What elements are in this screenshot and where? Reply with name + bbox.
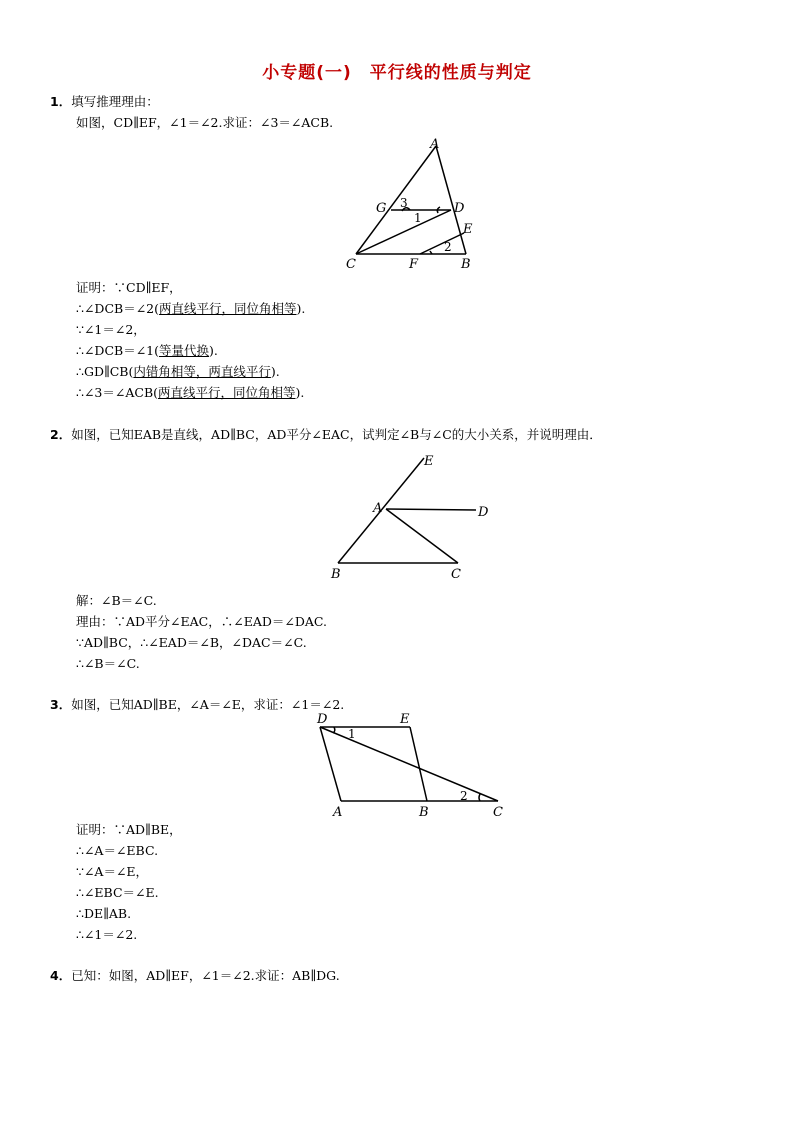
q3-proof-line: ∴∠1＝∠2. bbox=[76, 927, 138, 942]
page-title: 小专题(一) 平行线的性质与判定 bbox=[262, 63, 532, 83]
q2-label-E: E bbox=[424, 454, 434, 469]
q3-figure bbox=[310, 710, 510, 822]
q1-proof-line: ∴∠3＝∠ACB(两直线平行，同位角相等). bbox=[76, 385, 305, 400]
q1-angle-3: 3 bbox=[400, 196, 408, 210]
q3-number: 3． bbox=[50, 697, 72, 712]
q2-label-B: B bbox=[331, 567, 341, 582]
q1-label-F: F bbox=[409, 257, 419, 272]
q1-answer: 等量代换 bbox=[159, 343, 210, 358]
q1-label-E: E bbox=[463, 222, 473, 237]
q2-header bbox=[50, 427, 602, 443]
q3-angle-1: 1 bbox=[348, 727, 356, 741]
q4-number: 4． bbox=[50, 968, 72, 983]
q3-label-D: D bbox=[317, 712, 328, 727]
q3-label-B: B bbox=[419, 805, 429, 820]
q1-prompt: 填写推理理由： bbox=[71, 94, 159, 109]
q4-header bbox=[50, 968, 340, 984]
q1-header bbox=[50, 94, 159, 110]
q2-label-A: A bbox=[373, 501, 383, 516]
q3-label-A: A bbox=[333, 805, 343, 820]
q1-label-G: G bbox=[376, 201, 387, 216]
q1-angle-2: 2 bbox=[444, 240, 452, 254]
q3-proof-line: ∵∠A＝∠E， bbox=[76, 864, 149, 879]
q2-solution-line: ∵AD∥BC，∴∠EAD＝∠B，∠DAC＝∠C. bbox=[76, 635, 307, 650]
q1-given: 如图，CD∥EF，∠1＝∠2.求证：∠3＝∠ACB. bbox=[76, 115, 334, 130]
q2-solution-line: ∴∠B＝∠C. bbox=[76, 656, 140, 671]
q3-proof-line: ∴DE∥AB. bbox=[76, 906, 132, 921]
q1-proof-line: ∵∠1＝∠2， bbox=[76, 322, 146, 337]
q1-proof-line: 证明：∵CD∥EF， bbox=[76, 280, 182, 295]
q2-figure bbox=[320, 445, 500, 585]
q2-number: 2． bbox=[50, 427, 72, 442]
q2-solution-line: 解：∠B＝∠C. bbox=[76, 593, 157, 608]
q1-angle-1: 1 bbox=[414, 211, 422, 225]
q2-label-C: C bbox=[451, 567, 461, 582]
q1-proof-line: ∴GD∥CB(内错角相等，两直线平行). bbox=[76, 364, 280, 379]
q3-label-C: C bbox=[493, 805, 503, 820]
q3-header bbox=[50, 697, 344, 713]
q1-label-C: C bbox=[346, 257, 356, 272]
q2-solution-line: 理由：∵AD平分∠EAC，∴∠EAD＝∠DAC. bbox=[76, 614, 328, 629]
q3-proof-line: ∴∠A＝∠EBC. bbox=[76, 843, 159, 858]
q3-proof-line: 证明：∵AD∥BE， bbox=[76, 822, 182, 837]
q1-label-B: B bbox=[461, 257, 471, 272]
q3-angle-2: 2 bbox=[460, 789, 468, 803]
q1-answer: 两直线平行，同位角相等 bbox=[159, 301, 297, 316]
q1-figure bbox=[340, 135, 480, 275]
q1-number: 1． bbox=[50, 94, 72, 109]
q1-proof-line: ∴∠DCB＝∠2(两直线平行，同位角相等). bbox=[76, 301, 306, 316]
q3-prompt: 如图，已知AD∥BE，∠A＝∠E，求证：∠1＝∠2. bbox=[71, 697, 345, 712]
q3-proof-line: ∴∠EBC＝∠E. bbox=[76, 885, 159, 900]
q1-answer: 两直线平行，同位角相等 bbox=[158, 385, 296, 400]
q2-prompt: 如图，已知EAB是直线，AD∥BC，AD平分∠EAC，试判定∠B与∠C的大小关系，并说明理由． bbox=[71, 427, 602, 442]
q3-label-E: E bbox=[400, 712, 410, 727]
q4-prompt: 已知：如图，AD∥EF，∠1＝∠2.求证：AB∥DG. bbox=[71, 968, 340, 983]
q2-label-D: D bbox=[478, 505, 489, 520]
q1-proof-line: ∴∠DCB＝∠1(等量代换). bbox=[76, 343, 218, 358]
q1-label-D: D bbox=[454, 201, 465, 216]
q1-label-A: A bbox=[430, 137, 440, 152]
q1-answer: 内错角相等，两直线平行 bbox=[133, 364, 271, 379]
